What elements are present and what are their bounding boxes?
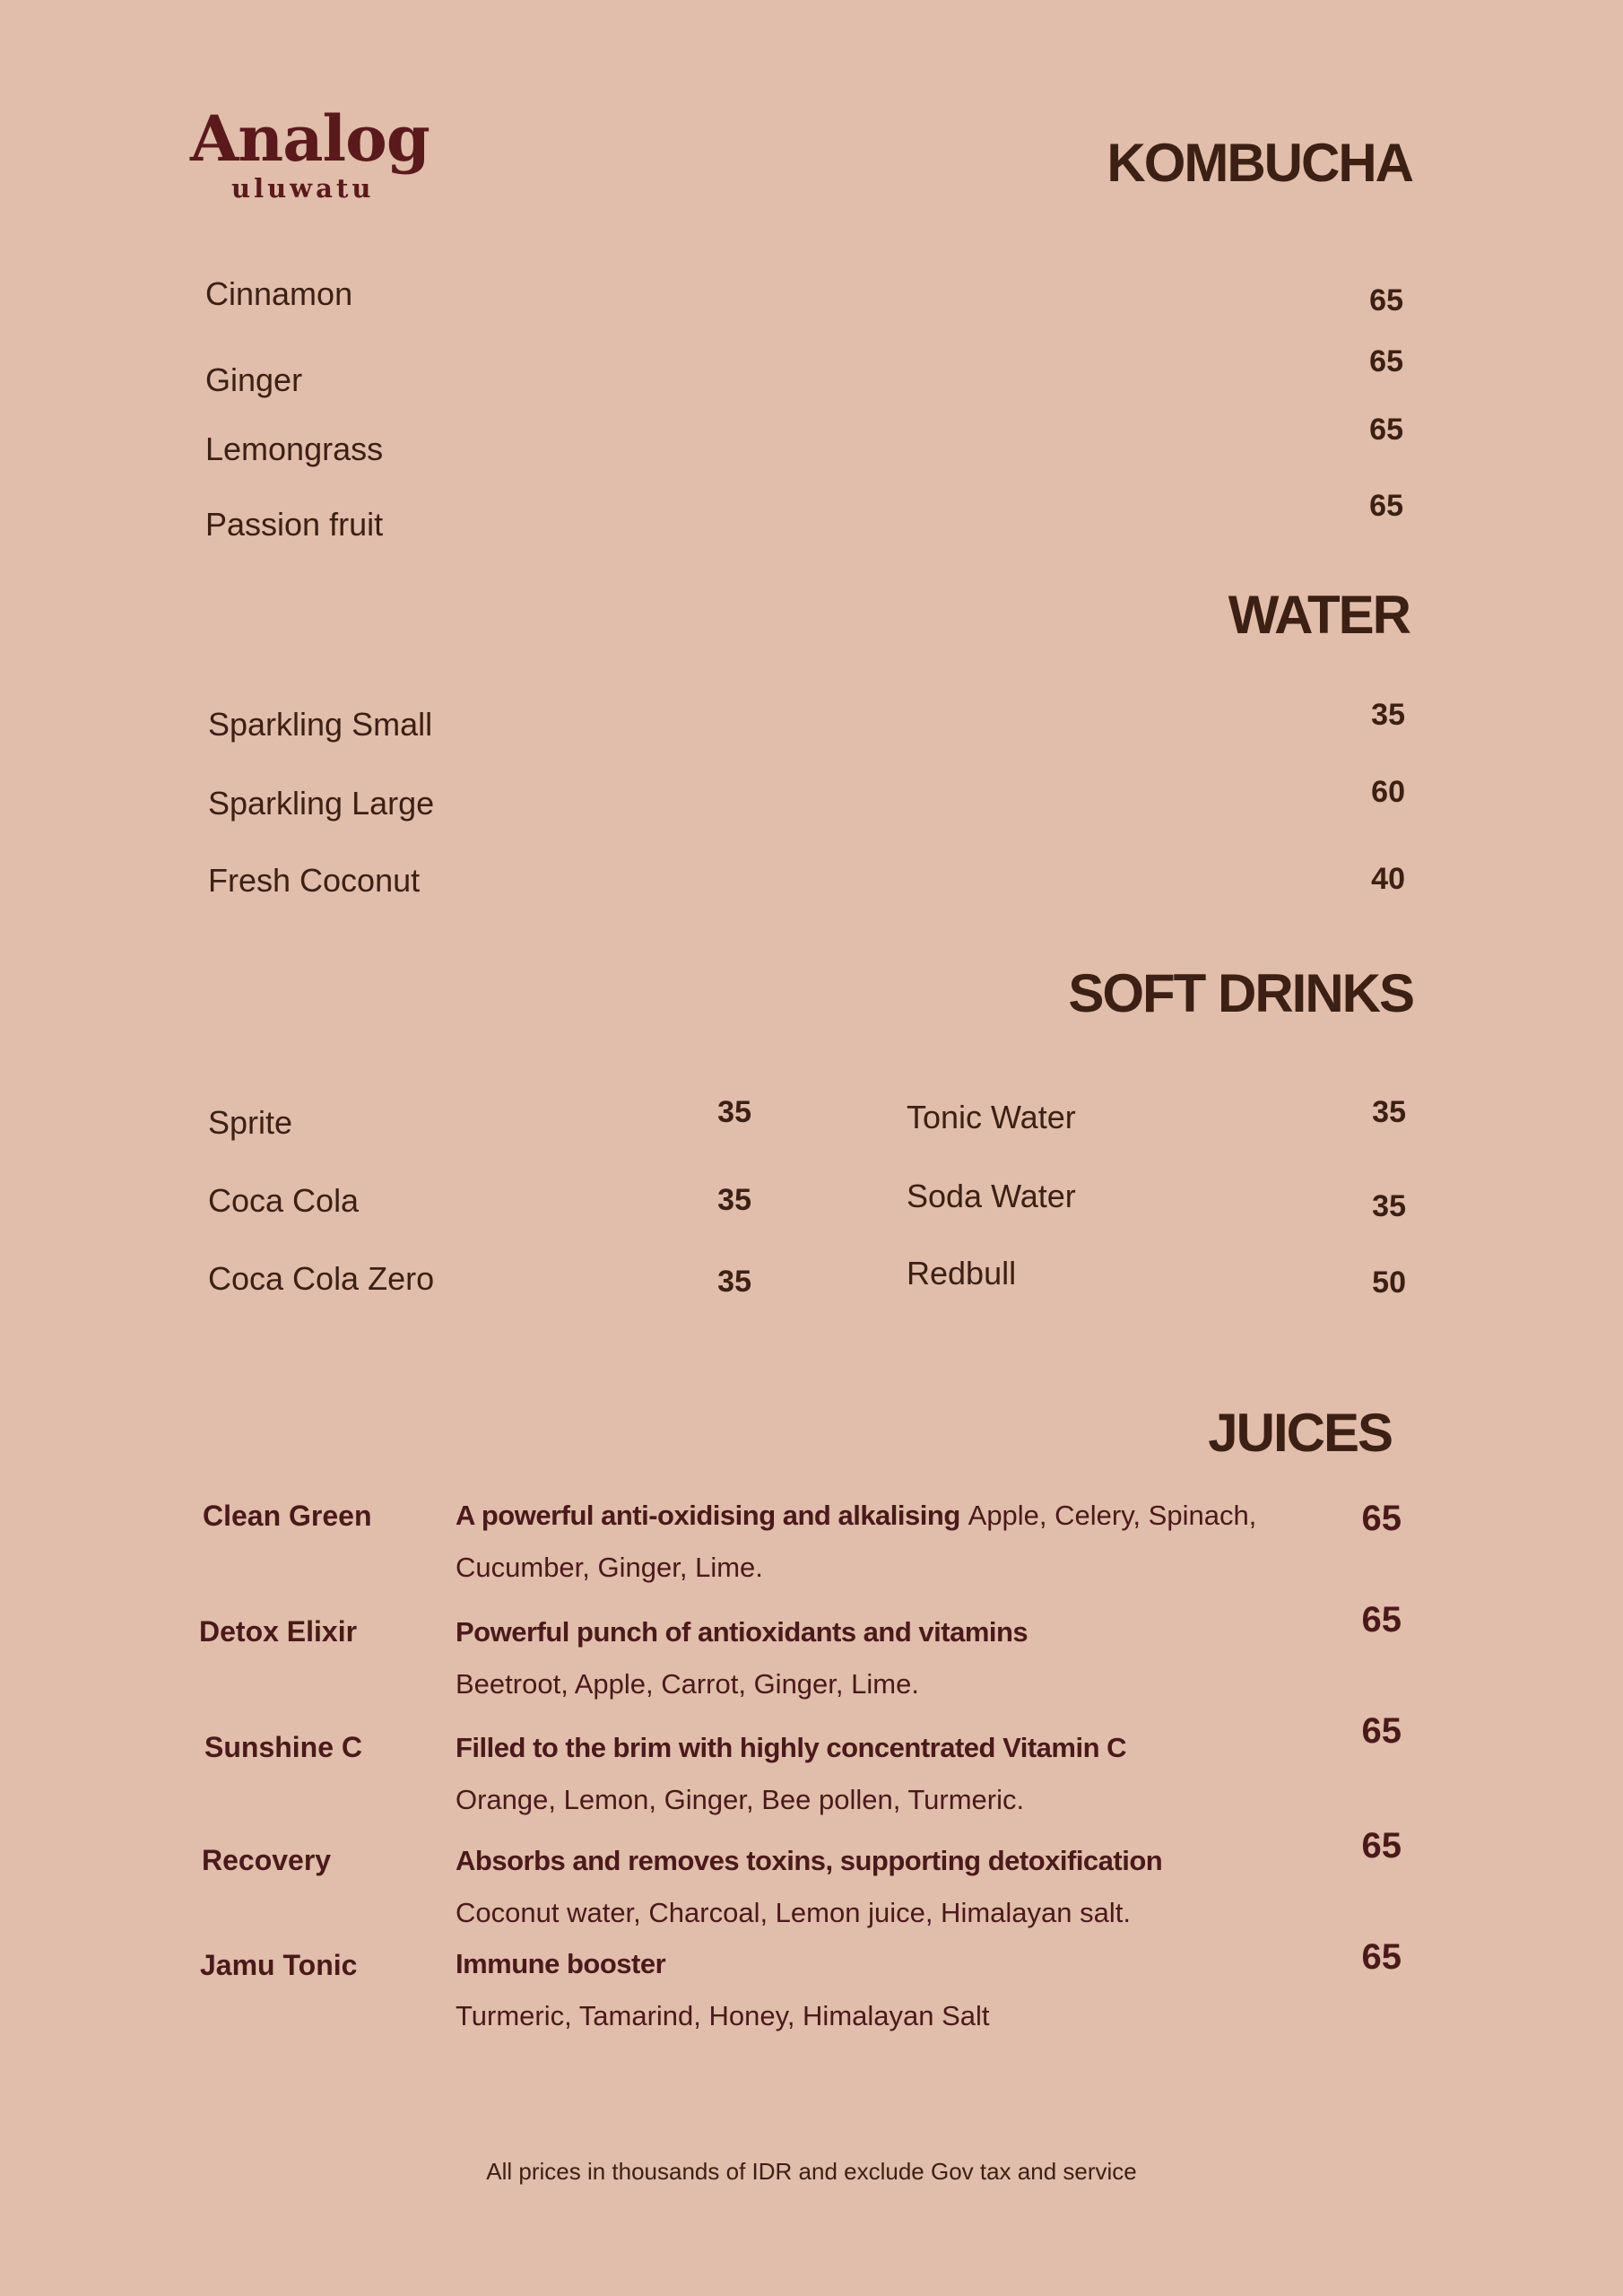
menu-item-name: Passion fruit [205,506,384,543]
juice-tagline: Immune booster [456,1948,666,1979]
section-title-kombucha: KOMBUCHA [1107,133,1412,193]
menu-item-price: 35 [717,1183,751,1217]
menu-item-price: 35 [1371,698,1405,732]
section-title-water: WATER [1228,585,1410,645]
juice-price: 65 [1361,1711,1402,1751]
juice-ingredients: Beetroot, Apple, Carrot, Ginger, Lime. [456,1668,919,1700]
menu-item-price: 65 [1369,344,1403,378]
juice-ingredients: Coconut water, Charcoal, Lemon juice, Himalayan salt. [456,1897,1131,1928]
section-title-juices: JUICES [1208,1403,1392,1463]
menu-item-name: Sparkling Large [208,785,435,822]
juice-description [456,1838,1316,1942]
section-title-soft-drinks: SOFT DRINKS [1068,963,1413,1023]
price-footnote: All prices in thousands of IDR and exclude Gov tax and service [486,2158,1137,2185]
juice-price: 65 [1361,1600,1402,1639]
menu-item-price: 35 [717,1095,751,1129]
juice-price: 65 [1361,1826,1402,1866]
juice-tagline: Powerful punch of antioxidants and vitamins [456,1616,1028,1648]
juice-name: Sunshine C [204,1731,363,1763]
brand-logo-location: uluwatu [231,173,375,204]
menu-item-name: Lemongrass [205,430,384,467]
juice-name: Detox Elixir [199,1615,358,1648]
menu-item-name: Coca Cola Zero [208,1260,435,1297]
menu-item-price: 35 [1372,1189,1406,1223]
juice-tagline: Absorbs and removes toxins, supporting detoxification [456,1845,1163,1876]
menu-item-price: 50 [1372,1265,1406,1300]
juice-ingredients: Turmeric, Tamarind, Honey, Himalayan Salt [456,2000,990,2031]
juice-description [456,1492,1316,1596]
juice-tagline: Filled to the brim with highly concentrated Vitamin C [456,1732,1127,1763]
juice-description [456,1725,1316,1829]
juice-ingredients: Apple, Celery, Spinach, Cucumber, Ginger, Lime. [456,1500,1257,1583]
brand-logo-name: Analog [190,101,430,176]
menu-item-price: 65 [1369,283,1403,317]
menu-item-price: 35 [717,1265,751,1299]
juice-tagline: A powerful anti-oxidising and alkalising [456,1500,960,1531]
juice-ingredients: Orange, Lemon, Ginger, Bee pollen, Turmeric. [456,1784,1025,1815]
menu-item-name: Coca Cola [208,1182,360,1219]
juice-price: 65 [1361,1937,1402,1977]
juice-description [456,1609,1316,1713]
menu-item-name: Sparkling Small [208,706,433,743]
menu-item-price: 35 [1372,1095,1406,1129]
menu-item-name: Tonic Water [907,1099,1076,1135]
menu-item-name: Soda Water [907,1178,1076,1214]
juice-name: Jamu Tonic [200,1949,358,1981]
menu-item-price: 40 [1371,862,1405,896]
juice-name: Recovery [202,1844,332,1876]
juice-description [456,1941,1316,2045]
menu-item-price: 65 [1369,413,1403,447]
menu-item-name: Ginger [205,361,303,398]
menu-item-name: Redbull [907,1255,1017,1292]
menu-item-price: 65 [1369,489,1403,523]
juice-name: Clean Green [203,1500,372,1532]
menu-item-name: Sprite [208,1104,293,1141]
juice-price: 65 [1361,1499,1402,1538]
menu-item-name: Fresh Coconut [208,862,421,899]
menu-item-price: 60 [1371,775,1405,809]
menu-item-name: Cinnamon [205,275,353,312]
